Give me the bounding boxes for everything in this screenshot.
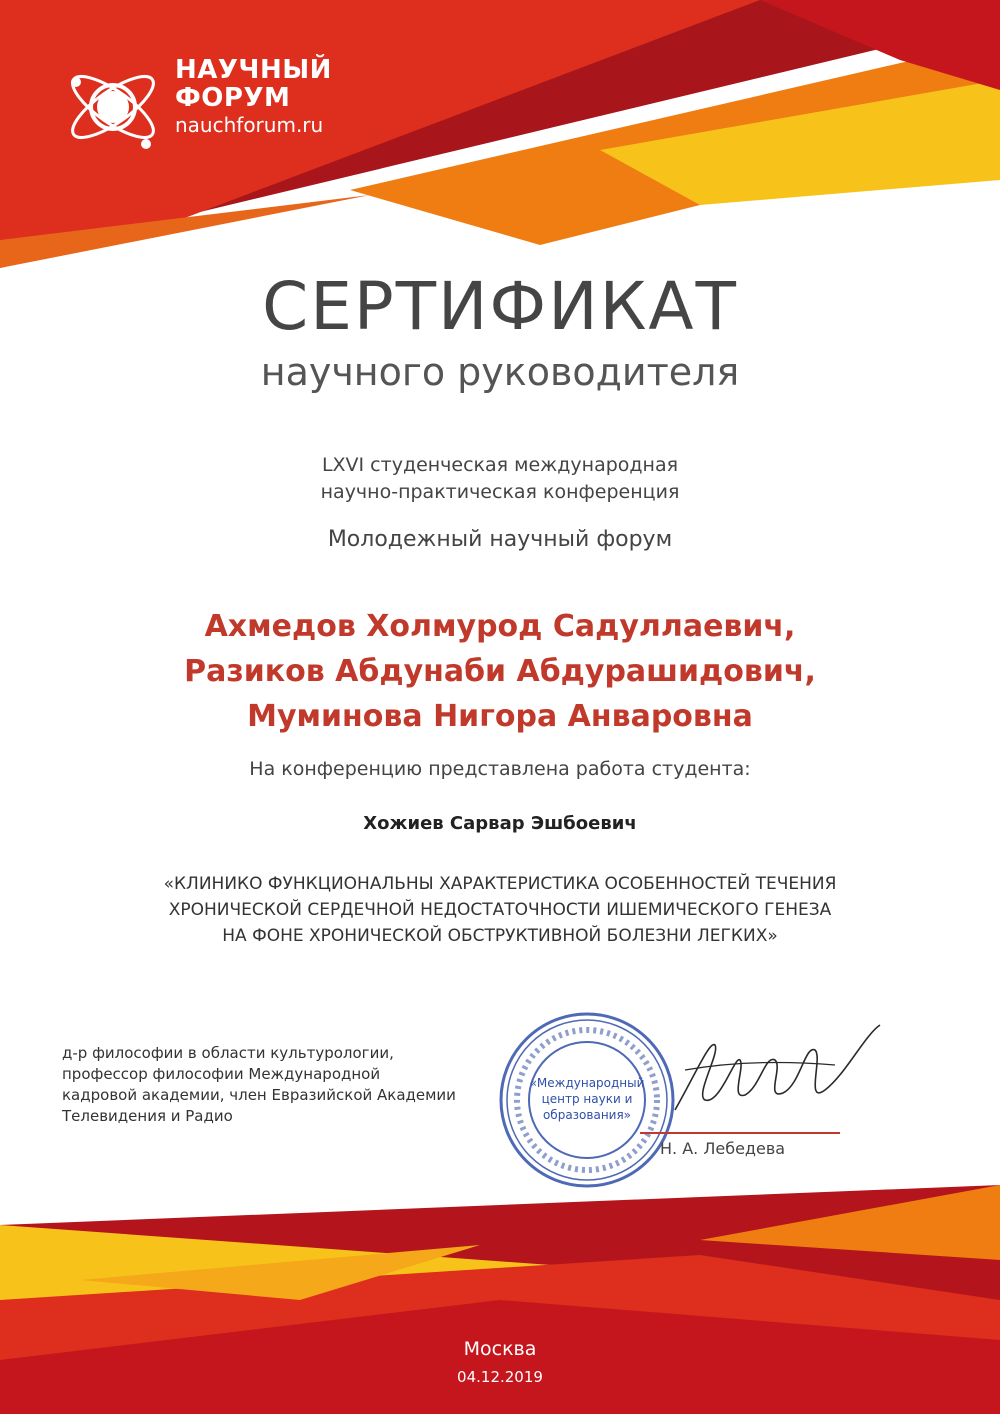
logo (58, 52, 388, 172)
signer-position (62, 1043, 512, 1127)
work-title-line: НА ФОНЕ ХРОНИЧЕСКОЙ ОБСТРУКТИВНОЙ БОЛЕЗНИ ЛЕГКИХ» (222, 926, 778, 946)
date: 04.12.2019 (457, 1368, 543, 1386)
work-title-line: «КЛИНИКО ФУНКЦИОНАЛЬНЫ ХАРАКТЕРИСТИКА ОСОБЕННОСТЕЙ ТЕЧЕНИЯ (163, 874, 837, 894)
supervisor-name: Разиков Абдунаби Абдурашидович, (184, 654, 816, 689)
signer-name: Н. А. Лебедева (660, 1139, 786, 1158)
signature-line (640, 1132, 840, 1134)
presented-text: На конференцию представлена работа студента: (249, 758, 751, 780)
certificate-subtitle: научного руководителя (260, 350, 740, 394)
supervisor-name: Муминова Нигора Анваровна (247, 699, 753, 734)
signer-position-line: кадровой академии, член Евразийской Академии (62, 1086, 456, 1104)
signer-position-line: профессор философии Международной (62, 1065, 381, 1083)
conference-name (0, 452, 1000, 506)
logo-text (175, 56, 332, 138)
signature (665, 1015, 885, 1125)
stamp-text (527, 1075, 647, 1123)
work-title (0, 871, 1000, 949)
supervisor-name: Ахмедов Холмурод Садуллаевич, (204, 609, 796, 644)
conference-line-2: научно-практическая конференция (320, 481, 680, 503)
student-name: Хожиев Сарвар Эшбоевич (363, 813, 637, 834)
city: Москва (463, 1338, 537, 1360)
atom-globe-icon (58, 52, 168, 162)
stamp-line: центр науки и (541, 1092, 633, 1106)
stamp-line: «Международный (529, 1076, 645, 1090)
work-title-line: ХРОНИЧЕСКОЙ СЕРДЕЧНОЙ НЕДОСТАТОЧНОСТИ ИШЕМИЧЕСКОГО ГЕНЕЗА (168, 900, 832, 920)
supervisor-names (0, 604, 1000, 739)
logo-line-2: ФОРУМ (175, 83, 291, 113)
signer-position-line: д-р философии в области культурологии, (62, 1044, 394, 1062)
stamp-line: образования» (542, 1108, 632, 1122)
logo-line-1: НАУЧНЫЙ (175, 55, 332, 85)
forum-name: Молодежный научный форум (327, 527, 673, 552)
signer-position-line: Телевидения и Радио (62, 1107, 233, 1125)
logo-url: nauchforum.ru (175, 113, 324, 137)
certificate-title: СЕРТИФИКАТ (262, 268, 738, 345)
conference-line-1: LXVI студенческая международная (321, 454, 679, 476)
